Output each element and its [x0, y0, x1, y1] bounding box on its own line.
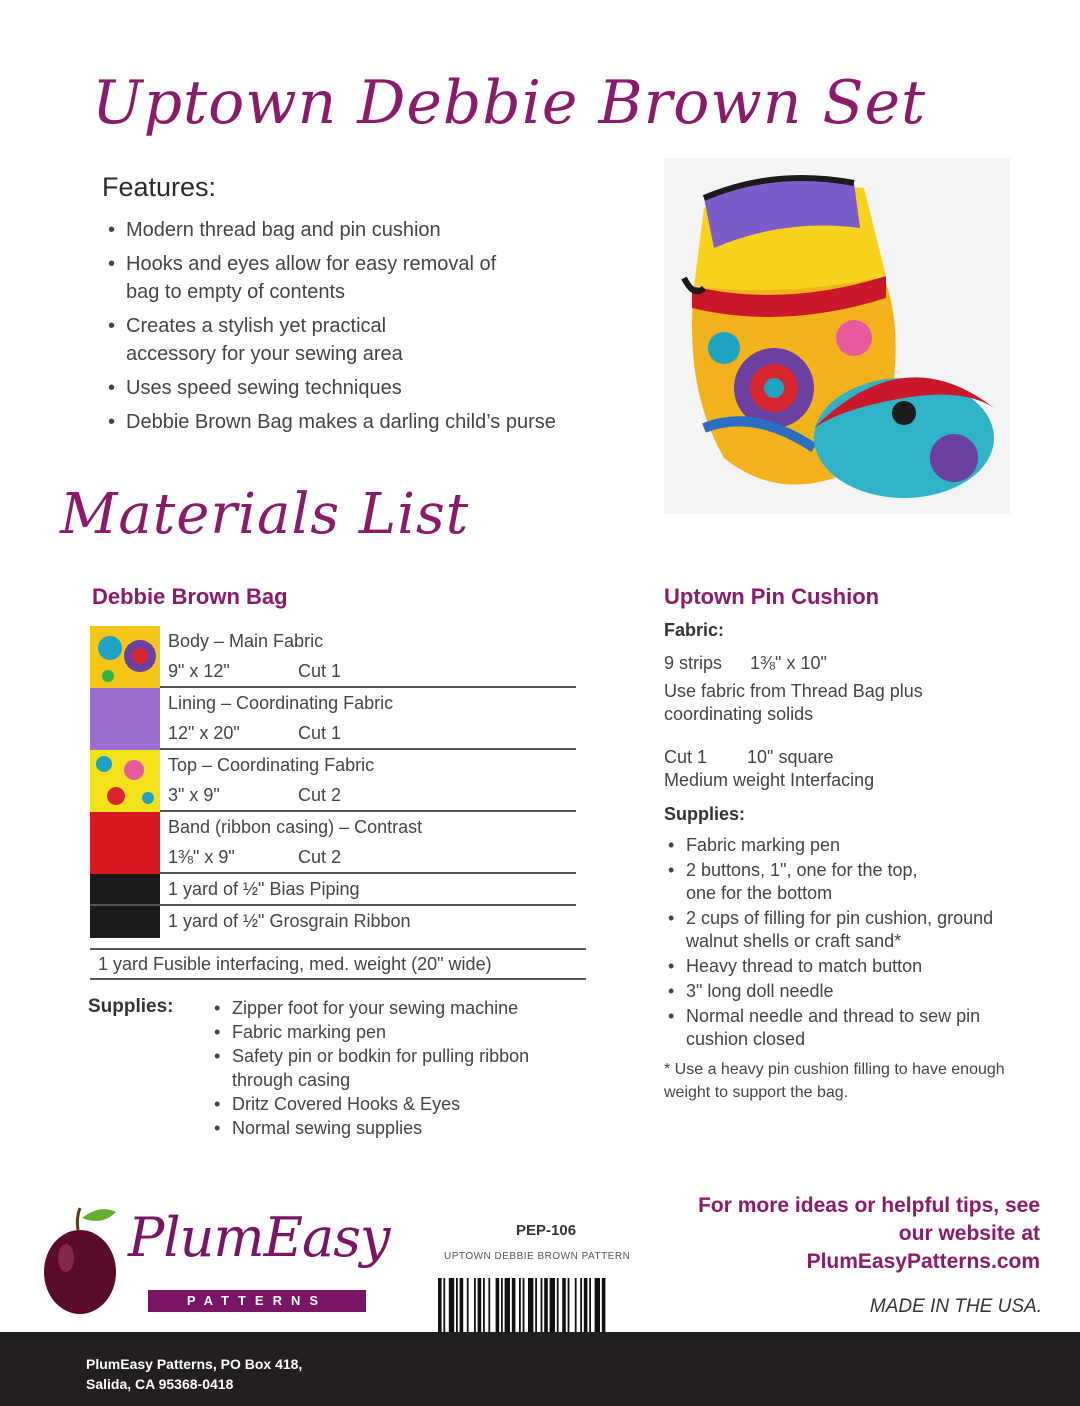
cushion-fabric-label: Fabric:: [664, 620, 725, 640]
barcode-bar: [523, 1278, 525, 1334]
barcode-bar: [584, 1278, 588, 1334]
feature-item: • Creates a stylish yet practical accessory for your sewing area: [104, 312, 426, 368]
feature-item: • Debbie Brown Bag makes a darling child’s purse: [104, 408, 624, 436]
barcode-bar: [550, 1278, 555, 1334]
strips-qty: 9 strips: [664, 653, 723, 673]
fabric-size: 1⅜" x 9": [168, 847, 235, 867]
barcode-bar: [449, 1278, 454, 1334]
feature-item: • Uses speed sewing techniques: [104, 374, 624, 402]
supply-item: • 2 buttons, 1", one for the top, one for the bottom: [664, 859, 946, 905]
barcode-bar: [488, 1278, 490, 1334]
barcode-bar: [467, 1278, 469, 1334]
cushion-supplies-list: [664, 834, 1024, 1053]
fabric-swatch: [90, 750, 160, 812]
piping-row: 1 yard of ½" Bias Piping: [90, 874, 576, 906]
barcode-bar: [575, 1278, 577, 1334]
company-address: [86, 1354, 302, 1394]
bag-supplies-label: Supplies:: [88, 996, 174, 1017]
supply-item: • 3" long doll needle: [664, 980, 1024, 1003]
plum-icon: [40, 1200, 120, 1316]
barcode-bar: [568, 1278, 570, 1334]
use-fabric-note: Use fabric from Thread Bag plus coordinating solids: [664, 681, 923, 724]
ribbon-row: 1 yard of ½" Grosgrain Ribbon: [168, 911, 411, 931]
cut-line: [664, 746, 833, 769]
barcode-bar: [512, 1278, 516, 1334]
main-fabric-pattern: [90, 626, 160, 688]
pattern-code: PEP-106: [516, 1222, 577, 1239]
feature-item: • Hooks and eyes allow for easy removal of bag to empty of contents: [104, 250, 506, 306]
barcode-bar: [505, 1278, 510, 1334]
barcode-bar: [478, 1278, 482, 1334]
brand-name: PlumEasy: [128, 1206, 390, 1269]
barcode-bar: [595, 1278, 600, 1334]
barcode-bar: [443, 1278, 445, 1334]
fabric-row-label: Top – Coordinating Fabric: [168, 755, 375, 775]
supply-item: • Fabric marking pen: [664, 834, 1024, 857]
made-in-usa: MADE IN THE USA.: [869, 1296, 1042, 1317]
fabric-row-size: [90, 842, 576, 872]
supply-item: • Safety pin or bodkin for pulling ribbon through casing: [210, 1044, 532, 1092]
cushion-interfacing: Medium weight Interfacing: [664, 770, 875, 790]
barcode-bar: [474, 1278, 476, 1334]
fabric-row-size: [90, 656, 576, 686]
address-line: Salida, CA 95368-0418: [86, 1376, 234, 1392]
fabric-row-size: [90, 718, 576, 748]
page-title: Uptown Debbie Brown Set: [92, 68, 927, 138]
barcode-bar: [557, 1278, 559, 1334]
features-heading: Features:: [102, 172, 217, 202]
fabric-row: [90, 750, 576, 812]
barcode-bar: [496, 1278, 500, 1334]
barcode-bar: [456, 1278, 458, 1334]
website-promo: For more ideas or helpful tips, see our website at PlumEasyPatterns.com: [698, 1194, 1040, 1273]
brand-tagline: PATTERNS: [148, 1290, 366, 1312]
barcode-bar: [528, 1278, 533, 1334]
fabric-cut: Cut 1: [298, 661, 342, 681]
barcode-bar: [535, 1278, 537, 1334]
fabric-row: [90, 626, 576, 688]
fabric-row-label: Band (ribbon casing) – Contrast: [168, 817, 423, 837]
barcode-bar: [544, 1278, 548, 1334]
fabric-row-size: [90, 780, 576, 810]
supply-item: • Heavy thread to match button: [664, 955, 1024, 978]
black-swatch-rows: [90, 874, 576, 936]
fabric-row: [90, 688, 576, 750]
pattern-name: UPTOWN DEBBIE BROWN PATTERN: [444, 1251, 631, 1262]
barcode-bar: [589, 1278, 591, 1334]
cushion-heading: Uptown Pin Cushion: [664, 584, 880, 609]
fabric-swatch: [90, 812, 160, 874]
fabric-size: 3" x 9": [168, 785, 220, 805]
fabric-row-label: Lining – Coordinating Fabric: [168, 693, 394, 713]
supply-item: • Fabric marking pen: [210, 1020, 590, 1044]
materials-list-title: Materials List: [60, 482, 470, 547]
strips-dim: 1⅜" x 10": [750, 653, 827, 673]
fabric-swatch: [90, 688, 160, 750]
barcode-bar: [501, 1278, 503, 1334]
fabric-row-label: Body – Main Fabric: [168, 631, 324, 651]
fabric-cut: Cut 2: [298, 847, 342, 867]
features-list: [104, 216, 624, 442]
plum-logo-graphic: [40, 1200, 120, 1316]
barcode-bar: [460, 1278, 464, 1334]
barcode-bar: [580, 1278, 582, 1334]
fabric-cut: Cut 1: [298, 723, 342, 743]
supply-item: • Dritz Covered Hooks & Eyes: [210, 1092, 590, 1116]
barcode-bar: [438, 1278, 442, 1334]
cut-dim: 10" square: [747, 747, 834, 767]
barcode-bars: [426, 1274, 672, 1336]
barcode-bar: [562, 1278, 566, 1334]
product-photo-illustration: [664, 158, 1010, 514]
fabric-row: [90, 812, 576, 874]
fabric-swatch: [90, 626, 160, 688]
fabric-table: [90, 626, 576, 936]
fabric-cut: Cut 2: [298, 785, 342, 805]
interfacing-row: 1 yard Fusible interfacing, med. weight (20" wide): [90, 948, 586, 980]
bag-supplies-list: [210, 996, 590, 1140]
bag-heading: Debbie Brown Bag: [92, 584, 288, 609]
supply-item: • Normal needle and thread to sew pin cushion closed: [664, 1005, 986, 1051]
barcode-bar: [541, 1278, 543, 1334]
fabric-size: 9" x 12": [168, 661, 230, 681]
cushion-supplies-label: Supplies:: [664, 804, 746, 824]
feature-item: • Modern thread bag and pin cushion: [104, 216, 624, 244]
product-photo: [664, 158, 1010, 514]
barcode-bar: [602, 1278, 606, 1334]
top-fabric-pattern: [90, 750, 160, 812]
supply-item: • Normal sewing supplies: [210, 1116, 590, 1140]
barcode-bar: [519, 1278, 521, 1334]
filling-footnote: * Use a heavy pin cushion filling to have enough weight to support the bag.: [664, 1061, 1005, 1101]
strips-line: [664, 652, 827, 675]
address-line: PlumEasy Patterns, PO Box 418,: [86, 1356, 303, 1372]
supply-item: • Zipper foot for your sewing machine: [210, 996, 590, 1020]
cut-qty: Cut 1: [664, 747, 708, 767]
barcode-bar: [483, 1278, 485, 1334]
supply-item: • 2 cups of filling for pin cushion, ground walnut shells or craft sand*: [664, 907, 1036, 953]
fabric-size: 12" x 20": [168, 723, 240, 743]
